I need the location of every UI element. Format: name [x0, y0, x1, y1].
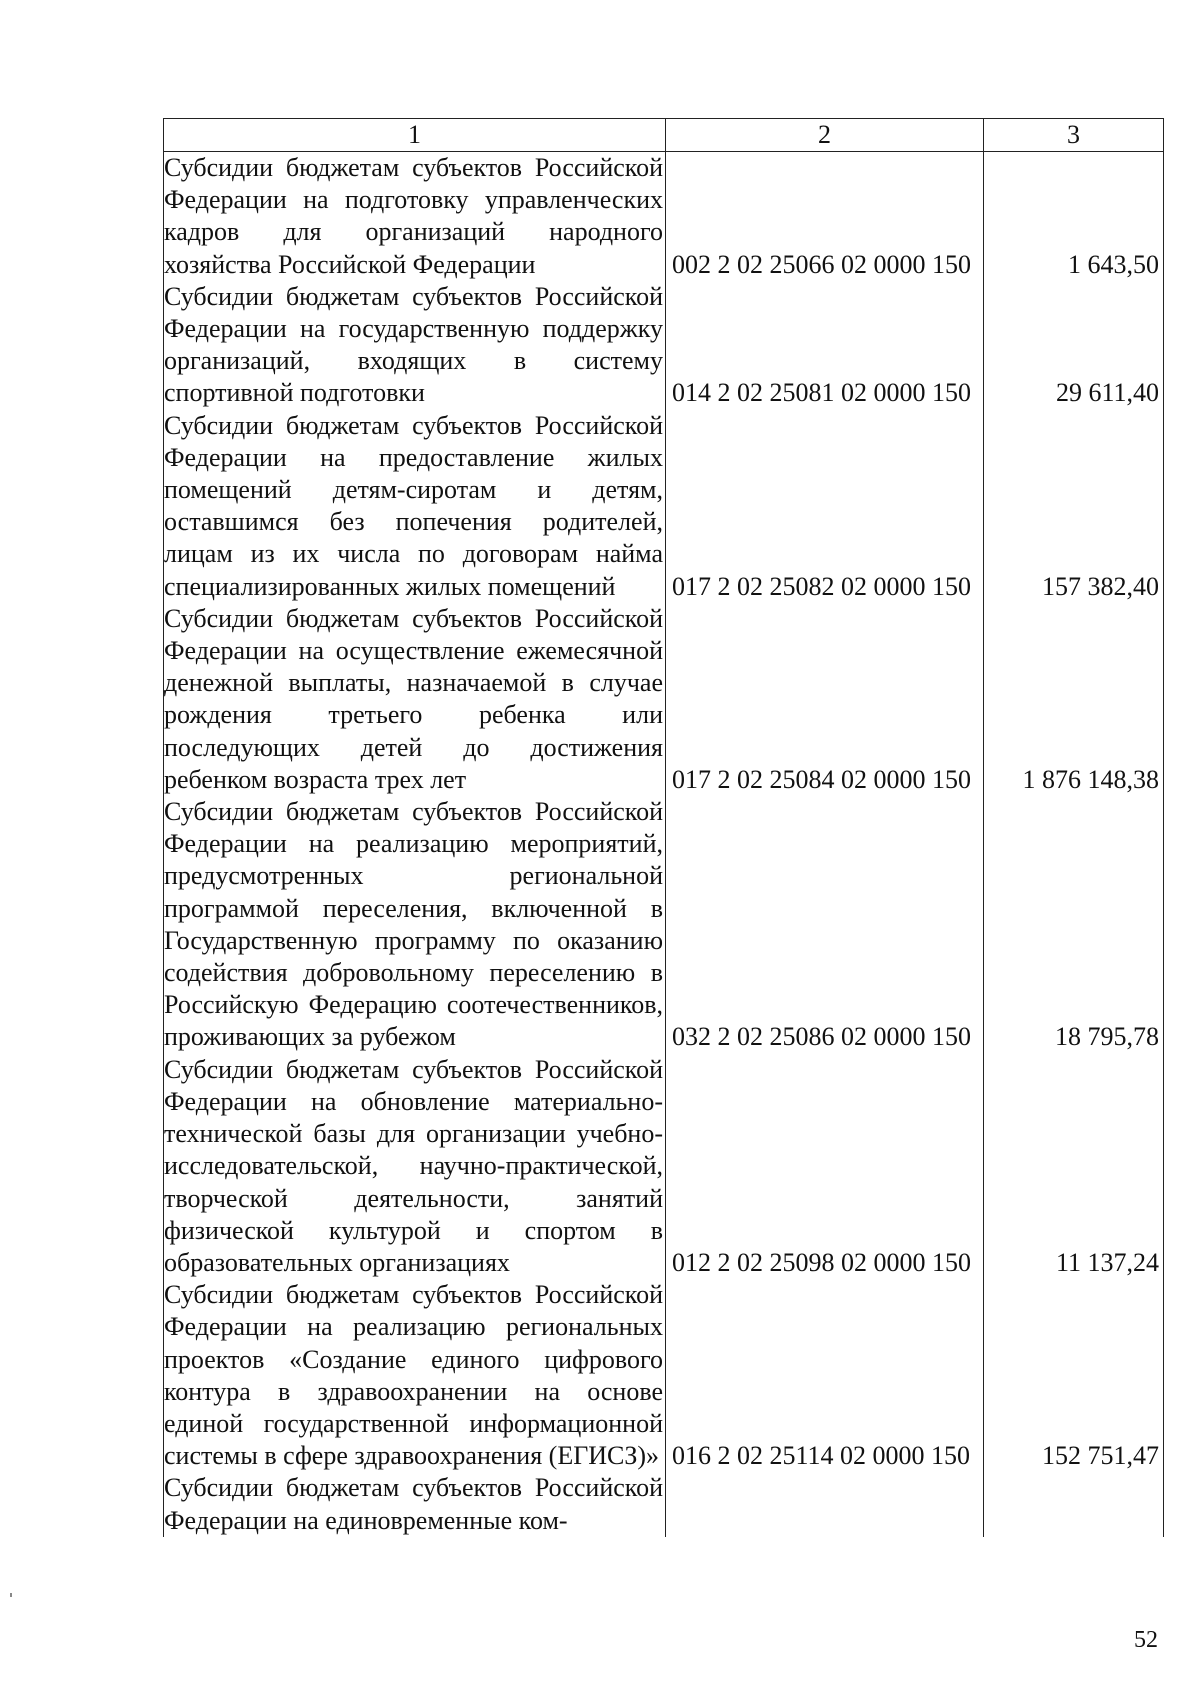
- row-amount: 29 611,40: [984, 281, 1164, 410]
- row-name: Субсидии бюджетам субъектов Российской Федерации на обновление материально-технической базы для организации учебно-исследовательской, научно-практической, творческой деятельности, занятий физической культурой и спортом в образовательных организациях: [164, 1054, 666, 1279]
- row-amount: 157 382,40: [984, 410, 1164, 603]
- row-name: Субсидии бюджетам субъектов Российской Федерации на реализацию региональных проектов «Создание единого цифрового контура в здравоохранении на основе единой государственной информационной системы в сфере здравоохранения (ЕГИСЗ)»: [164, 1279, 666, 1472]
- row-amount: 1 643,50: [984, 152, 1164, 281]
- row-code: 016 2 02 25114 02 0000 150: [666, 1279, 984, 1472]
- row-name: Субсидии бюджетам субъектов Российской Федерации на подготовку управленческих кадров для организаций народного хозяйства Российской Федерации: [164, 152, 666, 281]
- row-name: Субсидии бюджетам субъектов Российской Федерации на единовременные ком-: [164, 1472, 666, 1536]
- row-amount: 1 876 148,38: [984, 603, 1164, 796]
- row-name: Субсидии бюджетам субъектов Российской Федерации на государственную поддержку организаций, входящих в систему спортивной подготовки: [164, 281, 666, 410]
- row-code: 002 2 02 25066 02 0000 150: [666, 152, 984, 281]
- row-name: Субсидии бюджетам субъектов Российской Федерации на предоставление жилых помещений детям-сиротам и детям, оставшимся без попечения родителей, лицам из их числа по договорам найма специализированных жилых помещений: [164, 410, 666, 603]
- row-amount: 11 137,24: [984, 1054, 1164, 1279]
- table-header: [164, 119, 1164, 152]
- header-col-2: 2: [666, 119, 984, 152]
- table-row: [164, 410, 1164, 603]
- header-col-3: 3: [984, 119, 1164, 152]
- row-name: Субсидии бюджетам субъектов Российской Федерации на реализацию мероприятий, предусмотренных региональной программой переселения, включенной в Государственную программу по оказанию содействия добровольному переселению в Российскую Федерацию соотечественников, проживающих за рубежом: [164, 796, 666, 1054]
- row-code: 017 2 02 25082 02 0000 150: [666, 410, 984, 603]
- table-row: [164, 281, 1164, 410]
- table-row: [164, 1472, 1164, 1536]
- table-row: [164, 1054, 1164, 1279]
- row-code: 012 2 02 25098 02 0000 150: [666, 1054, 984, 1279]
- page-number: 52: [1134, 1627, 1158, 1653]
- row-code: [666, 1472, 984, 1536]
- row-amount: [984, 1472, 1164, 1536]
- row-code: 014 2 02 25081 02 0000 150: [666, 281, 984, 410]
- row-code: 017 2 02 25084 02 0000 150: [666, 603, 984, 796]
- header-row: [164, 119, 1164, 152]
- scan-artifact: [10, 1593, 12, 1597]
- table-body: [164, 152, 1164, 1537]
- budget-table: [163, 118, 1164, 1537]
- table-row: [164, 1279, 1164, 1472]
- row-amount: 18 795,78: [984, 796, 1164, 1054]
- row-amount: 152 751,47: [984, 1279, 1164, 1472]
- table-row: [164, 152, 1164, 281]
- row-name: Субсидии бюджетам субъектов Российской Федерации на осуществление ежемесячной денежной выплаты, назначаемой в случае рождения третьего ребенка или последующих детей до достижения ребенком возраста трех лет: [164, 603, 666, 796]
- table-row: [164, 796, 1164, 1054]
- row-code: 032 2 02 25086 02 0000 150: [666, 796, 984, 1054]
- table-row: [164, 603, 1164, 796]
- header-col-1: 1: [164, 119, 666, 152]
